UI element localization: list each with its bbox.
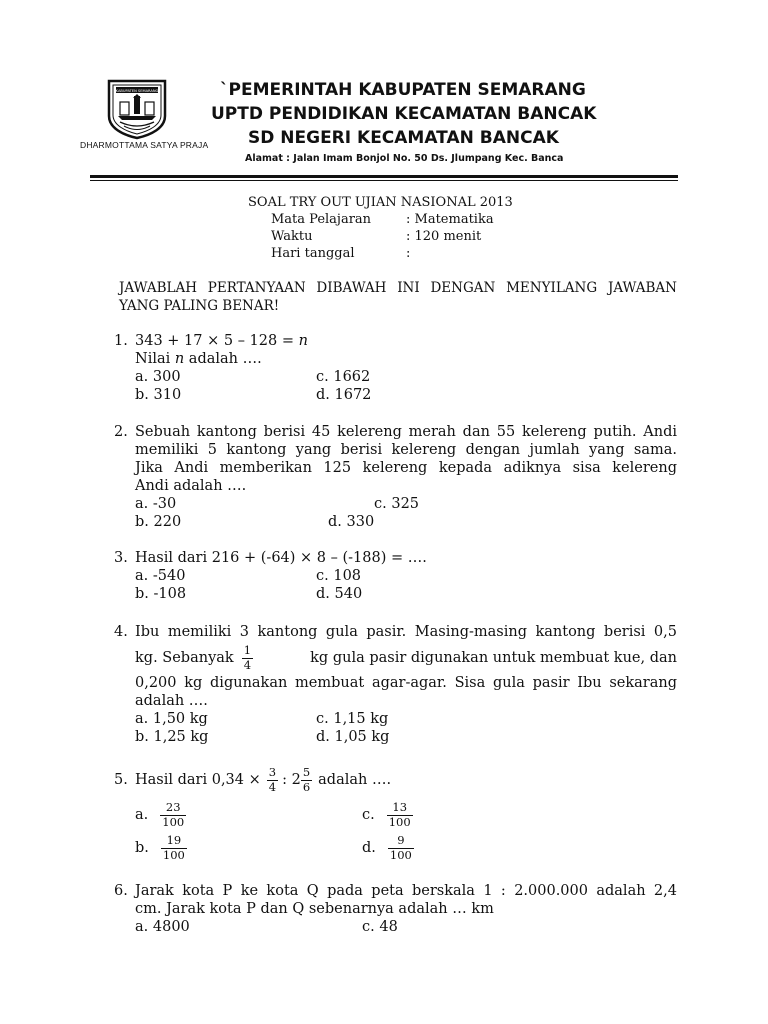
subject-value: : Matematika <box>406 212 494 227</box>
q6-option-c[interactable]: c. 48 <box>362 919 398 935</box>
motto-text: DHARMOTTAMA SATYA PRAJA <box>80 140 209 150</box>
header-rule-thick <box>90 175 678 178</box>
header-rule-thin <box>90 180 678 181</box>
question-4-line-1: Ibu memiliki 3 kantong gula pasir. Masing-masing kantong berisi 0,5 <box>135 624 677 640</box>
question-2-number: 2. <box>114 424 128 440</box>
question-3-number: 3. <box>114 550 128 566</box>
q3-option-c[interactable]: c. 108 <box>316 568 362 584</box>
question-1-expression: 343 + 17 × 5 – 128 = n <box>135 333 308 349</box>
date-value: : <box>406 246 411 261</box>
question-4-line-2: kg. Sebanyak $\frac{1}{4}$ kg gula pasir digunakan untuk membuat kue, dan <box>135 643 677 672</box>
q3-option-a[interactable]: a. -540 <box>135 568 186 584</box>
q1-option-a[interactable]: a. 300 <box>135 369 181 385</box>
logo-banner-text: KABUPATEN SEMARANG <box>115 89 159 93</box>
instruction-line-2: YANG PALING BENAR! <box>119 298 280 314</box>
question-4-number: 4. <box>114 624 128 640</box>
q4-option-d[interactable]: d. 1,05 kg <box>316 729 390 745</box>
q3-option-b[interactable]: b. -108 <box>135 586 187 602</box>
question-5-text: Hasil dari 0,34 × $\frac{3}{4}$ : 2 $\frac{5}{6}$ adalah …. <box>135 765 392 794</box>
q1-option-c[interactable]: c. 1662 <box>316 369 371 385</box>
q4-option-a[interactable]: a. 1,50 kg <box>135 711 208 727</box>
header-government: `PEMERINTAH KABUPATEN SEMARANG <box>220 80 586 100</box>
school-emblem-logo <box>106 78 168 140</box>
header-address: Alamat : Jalan Imam Bonjol No. 50 Ds. Jlumpang Kec. Banca <box>245 153 564 164</box>
q2-option-c[interactable]: c. 325 <box>374 496 420 512</box>
q2-option-a[interactable]: a. -30 <box>135 496 177 512</box>
time-value: : 120 menit <box>406 229 482 244</box>
exam-title: SOAL TRY OUT UJIAN NASIONAL 2013 <box>248 195 513 210</box>
q2-option-d[interactable]: d. 330 <box>328 514 375 530</box>
q6-option-a[interactable]: a. 4800 <box>135 919 190 935</box>
question-6-line-1: Jarak kota P ke kota Q pada peta berskala 1 : 2.000.000 adalah 2,4 <box>135 883 677 899</box>
question-6-number: 6. <box>114 883 128 899</box>
q4-option-b[interactable]: b. 1,25 kg <box>135 729 209 745</box>
question-2-line-4: Andi adalah …. <box>135 478 247 494</box>
question-5-number: 5. <box>114 772 128 788</box>
date-label: Hari tanggal <box>271 246 355 261</box>
header-school-name: SD NEGERI KECAMATAN BANCAK <box>248 128 559 148</box>
q1-option-b[interactable]: b. 310 <box>135 387 182 403</box>
fraction-three-quarters: $\frac{3}{4}$ <box>268 765 277 794</box>
question-6-line-2: cm. Jarak kota P dan Q sebenarnya adalah … km <box>135 901 494 917</box>
question-2-line-2: memiliki 5 kantong yang berisi kelereng dengan jumlah yang sama. <box>135 442 677 458</box>
subject-label: Mata Pelajaran <box>271 212 372 227</box>
question-2-line-3: Jika Andi memberikan 125 kelereng kepada adiknya sisa kelereng <box>135 460 677 476</box>
q3-option-d[interactable]: d. 540 <box>316 586 363 602</box>
question-2-line-1: Sebuah kantong berisi 45 kelereng merah dan 55 kelereng putih. Andi <box>135 424 677 440</box>
q2-option-b[interactable]: b. 220 <box>135 514 182 530</box>
question-4-line-3: 0,200 kg digunakan membuat agar-agar. Sisa gula pasir Ibu sekarang <box>135 675 677 691</box>
q5-option-b[interactable]: b. $\frac{19}{100}$ <box>135 833 185 862</box>
fraction-one-quarter: $\frac{1}{4}$ <box>243 643 252 672</box>
question-4-line-4: adalah …. <box>135 693 208 709</box>
time-label: Waktu <box>271 229 313 244</box>
question-1-number: 1. <box>114 333 128 349</box>
question-1-prompt: Nilai n adalah …. <box>135 351 262 367</box>
q5-option-a[interactable]: a. $\frac{23}{100}$ <box>135 800 185 829</box>
q5-option-d[interactable]: d. $\frac{9}{100}$ <box>362 833 412 862</box>
instruction-line-1: JAWABLAH PERTANYAAN DIBAWAH INI DENGAN MENYILANG JAWABAN <box>119 280 677 296</box>
fraction-five-sixths: $\frac{5}{6}$ <box>302 765 311 794</box>
q5-option-c[interactable]: c. $\frac{13}{100}$ <box>362 800 411 829</box>
q1-option-d[interactable]: d. 1672 <box>316 387 372 403</box>
header-agency: UPTD PENDIDIKAN KECAMATAN BANCAK <box>211 104 597 124</box>
question-3-text: Hasil dari 216 + (-64) × 8 – (-188) = …. <box>135 550 427 566</box>
q4-option-c[interactable]: c. 1,15 kg <box>316 711 389 727</box>
